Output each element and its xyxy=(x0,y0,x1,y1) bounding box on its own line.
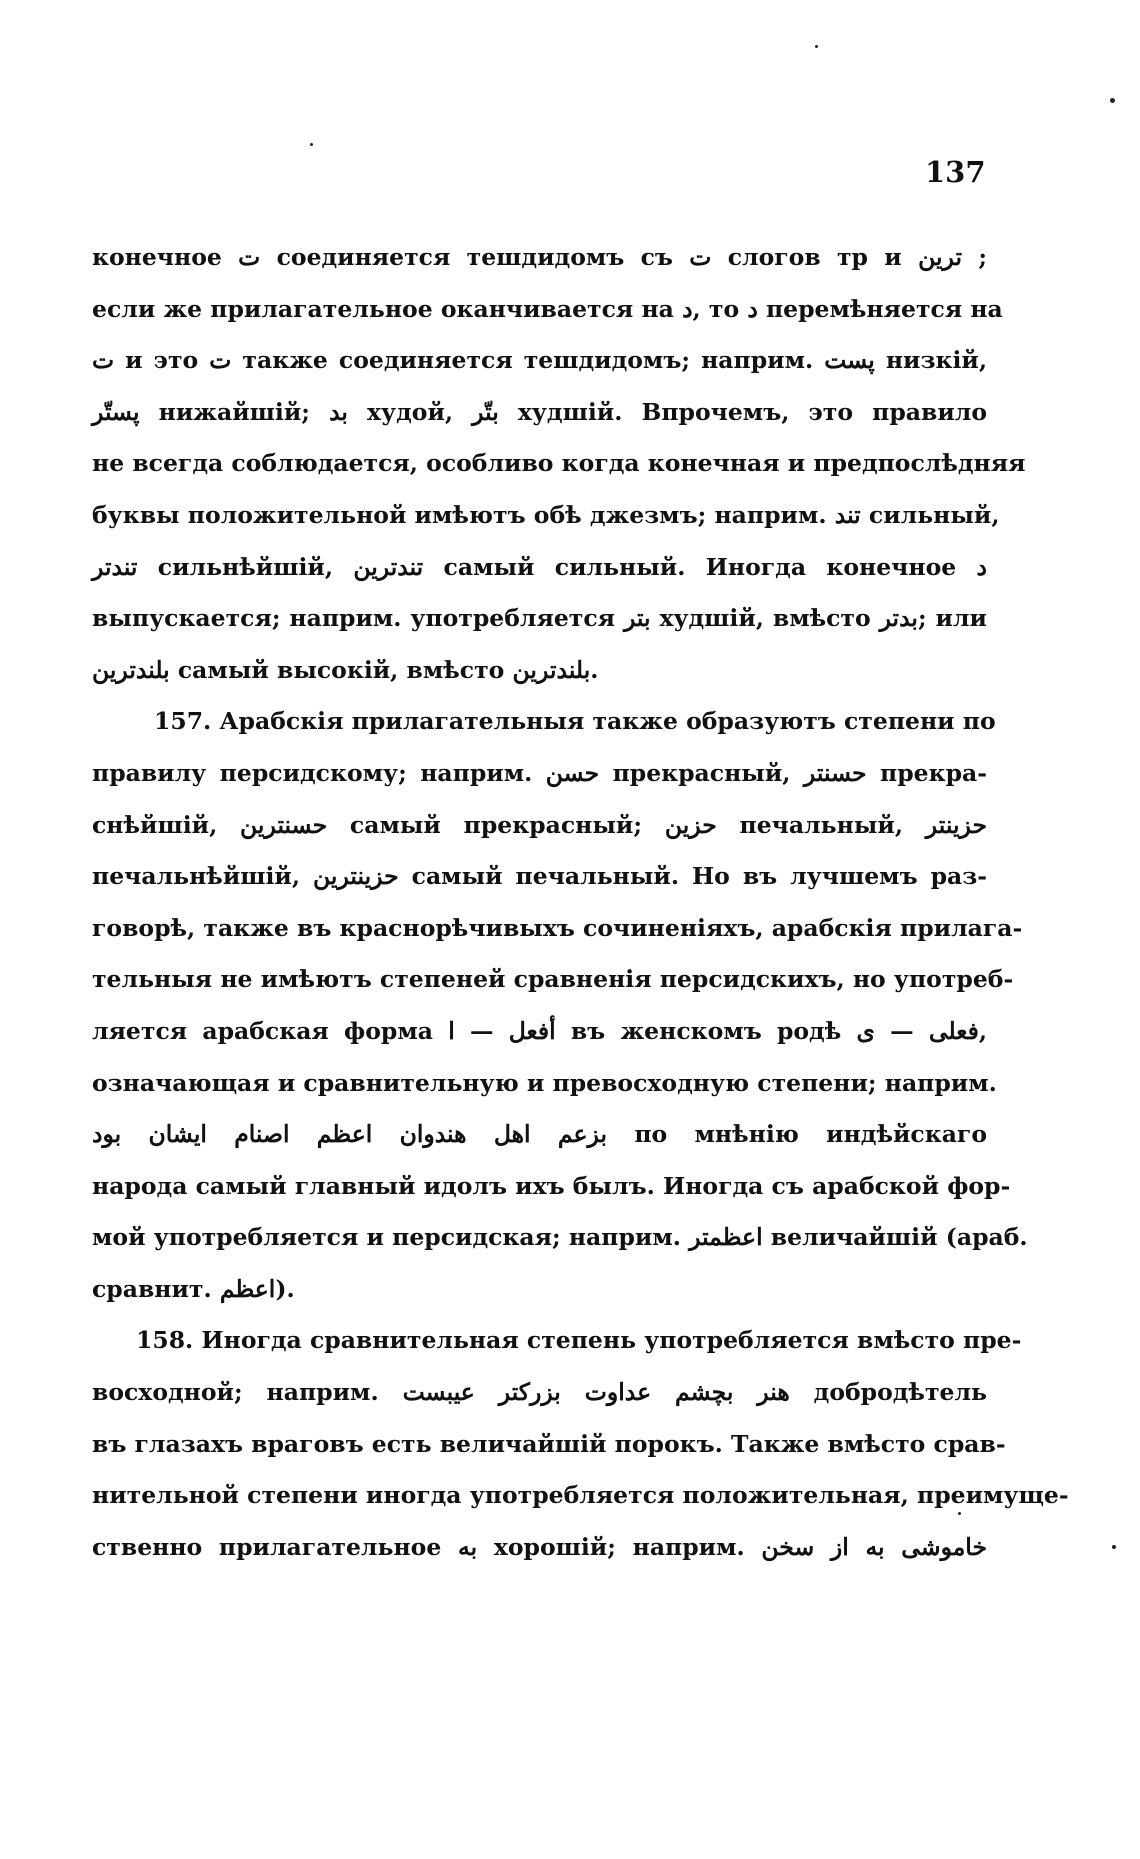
section-heading-line: 158. Иногда сравнительная степень употребляется вмѣсто пре- xyxy=(136,1326,1022,1355)
text-line: означающая и сравнительную и превосходную степени; наприм. xyxy=(92,1068,997,1097)
text-line: правилу персидскому; наприм. حسن прекрасный, حسنتر прекра- xyxy=(92,758,987,787)
text-line: въ глазахъ враговъ есть величайшій порокъ. Также вмѣсто срав- xyxy=(92,1429,1006,1458)
text-line: не всегда соблюдается, особливо когда конечная и предпослѣдняя xyxy=(92,449,1026,478)
scan-speck xyxy=(1112,1545,1116,1549)
section-heading-line: 157. Арабскія прилагательныя также образуютъ степени по xyxy=(154,707,996,736)
text-line: если же прилагательное оканчивается на د, то د перемѣняется на xyxy=(92,294,1003,323)
scan-speck xyxy=(815,45,818,48)
text-line: снѣйшій, حسنترین самый прекрасный; حزین печальный, حزینتر xyxy=(92,810,987,839)
body-text xyxy=(92,232,1069,1573)
text-line: پستّر нижайшій; بد худой, بتّر худшій. Впрочемъ, это правило xyxy=(92,397,987,426)
text-line: печальнѣйшій, حزینترین самый печальный. Но въ лучшемъ раз- xyxy=(92,862,988,891)
text-line: мой употребляется и персидская; наприм. اعظمتر величайшій (араб. xyxy=(92,1223,1028,1252)
scan-speck xyxy=(310,143,313,146)
text-line: восходной; наприм. هنر بچشم عداوت بزرکتر عیبست добродѣтель xyxy=(92,1378,987,1407)
text-line: ت и это ت также соединяется тешдидомъ; наприм. پست низкій, xyxy=(92,346,987,375)
text-line: بلندترین самый высокій, вмѣсто بلندترین. xyxy=(92,655,599,684)
text-line: конечное ت соединяется тешдидомъ съ ت слогов тр и ترین ; xyxy=(92,243,987,271)
text-line: говорѣ, также въ краснорѣчивыхъ сочиненіяхъ, арабскія прилага- xyxy=(92,913,1023,942)
scan-speck xyxy=(958,1512,961,1515)
text-line: ственно прилагательное به хорошій; наприм. خاموشی به از سخن xyxy=(92,1532,987,1561)
text-line: нительной степени иногда употребляется положительная, преимуще- xyxy=(92,1481,1069,1510)
page-number: 137 xyxy=(925,155,986,189)
text-line: تندتر сильнѣйшій, تندترین самый сильный. Иногда конечное د xyxy=(92,552,987,581)
text-line: بزعم اهل هندوان اعظم اصنام ایشان بود по мнѣнію индѣйскаго xyxy=(92,1120,988,1149)
scan-speck xyxy=(1110,98,1115,103)
text-line: буквы положительной имѣютъ обѣ джезмъ; наприм. تند сильный, xyxy=(92,500,1000,529)
text-line: выпускается; наприм. употребляется بتر худшій, вмѣсто بدتر; или xyxy=(92,604,987,633)
text-line: тельныя не имѣютъ степеней сравненія персидскихъ, но употреб- xyxy=(92,965,1014,994)
text-line: ляется арабская форма أفعل — ا въ женскомъ родѣ فعلى — ى, xyxy=(92,1016,987,1045)
text-line: сравнит. اعظم). xyxy=(92,1274,295,1303)
text-line: народа самый главный идолъ ихъ былъ. Иногда съ арабской фор- xyxy=(92,1171,1011,1200)
